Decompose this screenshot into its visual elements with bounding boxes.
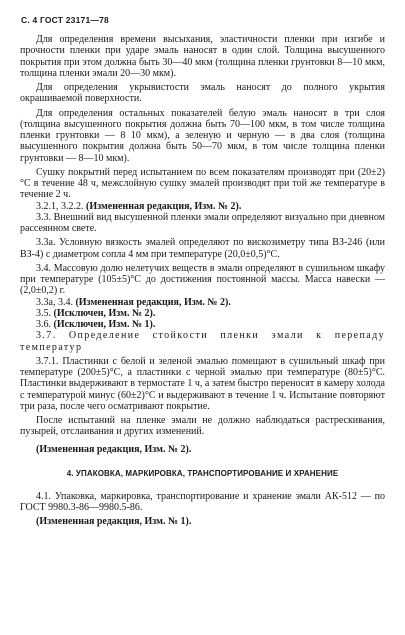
section-4-heading: 4. УПАКОВКА, МАРКИРОВКА, ТРАНСПОРТИРОВАНИЕ И ХРАНЕНИЕ	[66, 468, 339, 478]
revision-text: (Измененная редакция, Изм. № 2).	[75, 296, 231, 308]
paragraph-4-1: 4.1. Упаковка, маркировка, транспортирование и хранение эмали АК-512 — по ГОСТ 9980.3-86—9980.5-86.	[20, 490, 385, 513]
revision-clauses: 3.3а, 3.4.	[36, 296, 73, 308]
revision-text: (Исключен, Изм. № 2).	[53, 307, 156, 319]
paragraph-other-indicators: Для определения остальных показателей белую эмаль наносят в три слоя (толщина высушенного покрытия должна быть 70—100 мкм, в том числе толщина пленки грунтовки — 8 10 мкм), а зеленую и черную — в два слоя (толщина высушенного покрытия должна быть 50—70 мкм, в том числе толщина пленки грунтовки — 8—10 мкм).	[20, 107, 385, 164]
revision-text: (Измененная редакция, Изм. № 1).	[36, 516, 192, 528]
revision-note-3-3a	[20, 297, 385, 308]
revision-note-4-1	[20, 516, 385, 527]
revision-note-3-6	[20, 319, 385, 330]
revision-clauses: 3.2.1, 3.2.2.	[36, 200, 84, 212]
paragraph-3-4: 3.4. Массовую долю нелетучих веществ в эмали определяют в сушильном шкафу при температуре (105±5)°С до достижения постоянной массы. Масса навески — (2,0±0,2) г.	[20, 262, 385, 297]
revision-clauses: 3.6.	[36, 319, 51, 330]
revision-text: (Исключен, Изм. № 1).	[53, 319, 156, 330]
revision-note-3-7	[20, 444, 385, 455]
revision-note-3-2	[20, 201, 385, 212]
revision-text: (Измененная редакция, Изм. № 2).	[86, 200, 242, 212]
page-header: С. 4 ГОСТ 23171—78	[21, 15, 109, 25]
paragraph-curing: Сушку покрытий перед испытанием по всем показателям производят при (20±2)°С в течение 48 ч, межслойную сушку эмалей производят при той же температуре в течение 2 ч.	[20, 166, 385, 201]
paragraph-3-3: 3.3. Внешний вид высушенной пленки эмали определяют визуально при дневном рассеянном свете.	[20, 211, 385, 234]
paragraph-hiding-power: Для определения укрывистости эмаль наносят до полного укрытия окрашиваемой поверхности.	[20, 82, 385, 105]
paragraph-3-7-heading: 3.7. Определение стойкости пленки эмали к перепаду температур	[20, 330, 385, 353]
paragraph-drying: Для определения времени высыхания, эластичности пленки при изгибе и прочности пленки при ударе эмаль наносят в один слой. Толщина высушенного покрытия при этом должна быть 30—40 мкм (толщина пленки грунтовки 8—10 мкм, толщина пленки эмали 20—30 мкм).	[20, 34, 385, 79]
paragraph-after-test: После испытаний на пленке эмали не должно наблюдаться растрескивания, пузырей, отслаивания и других изменений.	[20, 415, 385, 438]
paragraph-3-7-1: 3.7.1. Пластинки с белой и зеленой эмалью помещают в сушильный шкаф при температуре (200±5)°С, а пластинки с черной эмалью при температуре (80±5)°С. Пластинки выдерживают в термостате 1 ч, а затем быстро переносят в камеру холода с температурой минус (60±2)°С и выдерживают в течение 1 ч. Испытание повторяют три раза, после чего осматривают покрытие.	[20, 355, 385, 412]
revision-text: (Измененная редакция, Изм. № 2).	[36, 443, 192, 455]
revision-note-3-5	[20, 308, 385, 319]
revision-clauses: 3.5.	[36, 307, 51, 319]
paragraph-3-3a: 3.3а. Условную вязкость эмалей определяют по вискозиметру типа ВЗ-246 (или ВЗ-4) с диаметром сопла 4 мм при температуре (20,0±0,5)°С.	[20, 237, 385, 260]
